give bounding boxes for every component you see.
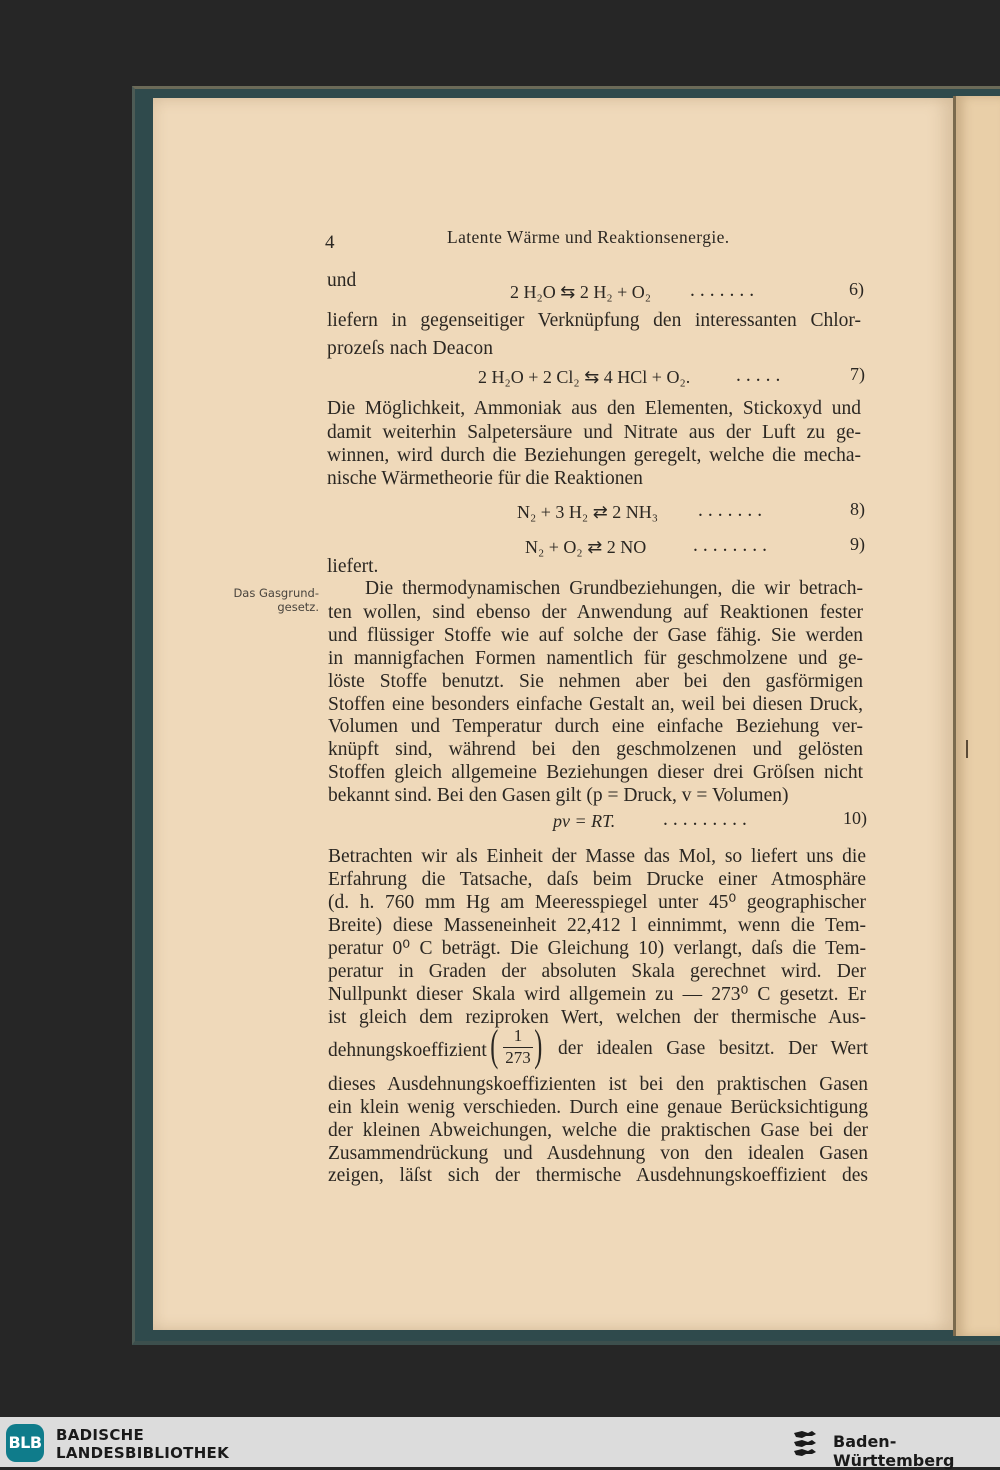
fraction-numerator: 1 — [513, 1026, 523, 1045]
state-name[interactable]: Baden-Württemberg — [833, 1432, 955, 1470]
text-line: liefert. — [327, 556, 379, 577]
book-page — [153, 98, 953, 1330]
equation-9: N₂ + O₂ ⇄ 2 NO — [525, 537, 647, 557]
leader-dots: ..... — [736, 365, 786, 386]
text-line: Zusammendrückung und Ausdehnung von den idealen Gasen — [328, 1143, 868, 1164]
text-line: der kleinen Abweichungen, welche die praktischen Gase bei der — [328, 1120, 868, 1141]
leader-dots: ........ — [693, 535, 772, 556]
equation-7: 2 H₂O + 2 Cl₂ ⇆ 4 HCl + O₂. — [478, 367, 691, 387]
leader-dots: ......... — [663, 809, 752, 830]
text-line: (d. h. 760 mm Hg am Meeresspiegel unter 45⁰ geographischer — [328, 892, 866, 913]
footer-bar — [0, 1417, 1000, 1470]
text-line: und — [327, 270, 357, 291]
text-line: peratur 0⁰ C beträgt. Die Gleichung 10) verlangt, daſs die Tem- — [328, 938, 866, 959]
text-line: Die Möglichkeit, Ammoniak aus den Elementen, Stickoxyd und — [327, 398, 861, 419]
right-paren: ) — [534, 1021, 543, 1070]
adjacent-page-edge — [955, 96, 1000, 1336]
text-line: ein klein wenig verschieden. Durch eine genaue Berücksichtigung — [328, 1097, 868, 1118]
leader-dots: ....... — [690, 280, 760, 301]
gutter — [953, 96, 956, 1336]
text-line: Stoffen gleich allgemeine Beziehungen dieser drei Gröſsen nicht — [328, 762, 863, 783]
text-line: damit weiterhin Salpetersäure und Nitrate aus der Luft zu ge- — [327, 422, 861, 443]
text-line: ist gleich dem reziproken Wert, welchen der thermische Aus- — [328, 1007, 866, 1028]
library-name-line: BADISCHE — [56, 1426, 145, 1444]
fraction-1-273 — [490, 1021, 545, 1070]
text-line: knüpft sind, während bei den geschmolzenen und gelösten — [328, 739, 863, 760]
text-line: nische Wärmetheorie für die Reaktionen — [327, 468, 643, 489]
text-line: Betrachten wir als Einheit der Masse das Mol, so liefert uns die — [328, 846, 866, 867]
text-line: und flüssiger Stoffe wie auf solche der Gase fähig. Sie werden — [328, 625, 863, 646]
blb-logo[interactable]: BLB — [6, 1424, 44, 1462]
text-line: liefern in gegenseitiger Verknüpfung den interessanten Chlor- — [327, 310, 861, 331]
margin-note — [215, 586, 319, 614]
text-line: prozeſs nach Deacon — [327, 338, 494, 359]
equation-number-10: 10) — [843, 808, 867, 828]
margin-note-line: gesetz. — [277, 600, 319, 614]
baden-wuerttemberg-lions-icon — [790, 1427, 822, 1459]
equation-number-6: 6) — [849, 279, 864, 299]
text-line: zeigen, läſst sich der thermische Ausdehnungskoeffizient des — [328, 1165, 868, 1186]
text-line: Nullpunkt dieser Skala wird allgemein zu — 273⁰ C gesetzt. Er — [328, 984, 866, 1005]
equation-number-8: 8) — [850, 499, 865, 519]
text-line: peratur in Graden der absoluten Skala gerechnet wird. Der — [328, 961, 866, 982]
library-name — [56, 1426, 229, 1462]
text-line: winnen, wird durch die Beziehungen geregelt, welche die mecha- — [327, 445, 861, 466]
text-line: bekannt sind. Bei den Gasen gilt (p = Druck, v = Volumen) — [328, 785, 789, 806]
margin-note-line: Das Gasgrund- — [233, 586, 319, 600]
leader-dots: ....... — [698, 500, 768, 521]
equation-8: N₂ + 3 H₂ ⇄ 2 NH₃ — [517, 502, 659, 522]
equation-number-7: 7) — [850, 364, 865, 384]
text-line: Die thermodynamischen Grundbeziehungen, die wir betrach- — [365, 578, 863, 599]
equation-number-9: 9) — [850, 534, 865, 554]
text-line: in mannigfachen Formen namentlich für geschmolzene und ge- — [328, 648, 863, 669]
library-name-line: LANDESBIBLIOTHEK — [56, 1444, 230, 1462]
text-line: Stoffen eine besonders einfache Gestalt an, weil bei diesen Druck, — [328, 694, 863, 715]
running-header: Latente Wärme und Reaktionsenergie. — [447, 227, 730, 247]
text-line: löste Stoffe benutzt. Sie nehmen aber bei den gasförmigen — [328, 671, 863, 692]
text-line: Breite) diese Masseneinheit 22,412 l einnimmt, wenn die Tem- — [328, 915, 866, 936]
text-line: ten wollen, sind ebenso der Anwendung auf Reaktionen fester — [328, 602, 863, 623]
text-line: dieses Ausdehnungskoeffizienten ist bei den praktischen Gasen — [328, 1074, 868, 1095]
text-line: Volumen und Temperatur durch eine einfache Beziehung ver- — [328, 716, 863, 737]
text-line: der idealen Gase besitzt. Der Wert — [558, 1038, 868, 1059]
page-number: 4 — [325, 232, 335, 253]
left-paren: ( — [490, 1021, 499, 1070]
text-line: Erfahrung die Tatsache, daſs beim Drucke einer Atmosphäre — [328, 869, 866, 890]
equation-6: 2 H₂O ⇆ 2 H₂ + O₂ — [510, 282, 652, 302]
fraction-denominator: 273 — [505, 1048, 531, 1067]
equation-10: pv = RT. — [553, 811, 616, 831]
text-line: dehnungskoeffizient — [328, 1040, 487, 1061]
page-mark — [966, 740, 968, 758]
